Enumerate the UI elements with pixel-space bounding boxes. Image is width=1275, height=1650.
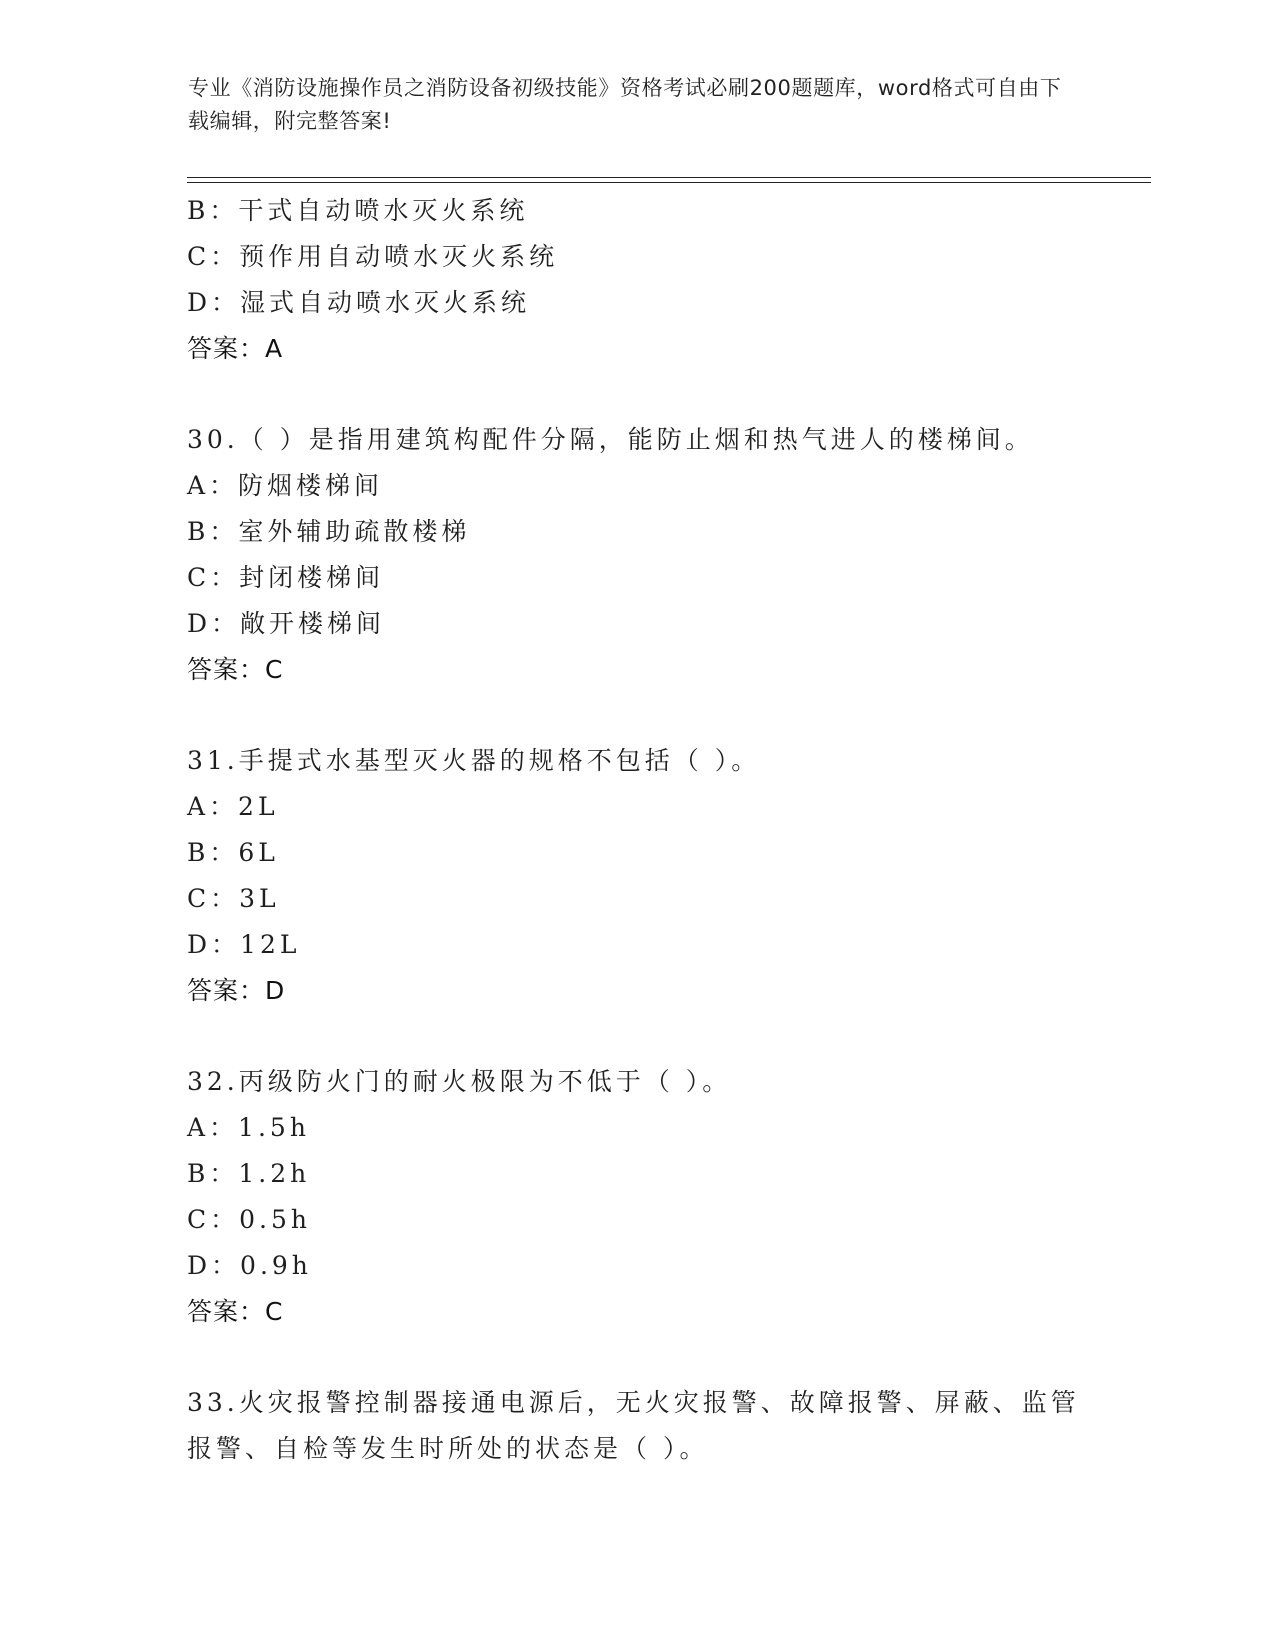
question-list — [187, 188, 1147, 1472]
question-text: 32.丙级防火门的耐火极限为不低于（ ）。 — [187, 1067, 732, 1096]
answer-line: 答案：C — [187, 1297, 284, 1326]
option-d: D：0.9h — [187, 1251, 312, 1280]
option-b: B：室外辅助疏散楼梯 — [187, 517, 471, 546]
option-b: B：1.2h — [187, 1159, 311, 1188]
option-b: B：干式自动喷水灭火系统 — [187, 196, 529, 225]
option-d: D：湿式自动喷水灭火系统 — [187, 288, 531, 317]
question-block-29 — [187, 188, 1147, 372]
document-header: 专业《消防设施操作员之消防设备初级技能》资格考试必刷200题题库，word格式可自由下载编辑，附完整答案! — [188, 76, 1062, 133]
option-d: D：敞开楼梯间 — [187, 609, 386, 638]
option-b: B：6L — [187, 838, 279, 867]
question-text: 31.手提式水基型灭火器的规格不包括（ ）。 — [187, 746, 761, 775]
option-c: C：封闭楼梯间 — [187, 563, 385, 592]
question-text-line-2: 报警、自检等发生时所处的状态是（ ）。 — [187, 1434, 709, 1463]
option-c: C：0.5h — [187, 1205, 311, 1234]
option-c: C：预作用自动喷水灭火系统 — [187, 242, 559, 271]
question-text-line-1: 33.火灾报警控制器接通电源后，无火灾报警、故障报警、屏蔽、监管 — [187, 1388, 1080, 1417]
option-d: D：12L — [187, 930, 301, 959]
question-block-33 — [187, 1380, 1147, 1472]
option-a: A：防烟楼梯间 — [187, 471, 384, 500]
question-block-31 — [187, 738, 1147, 1014]
option-a: A：1.5h — [187, 1113, 310, 1142]
answer-line: 答案：D — [187, 976, 286, 1005]
header-rule-top — [187, 177, 1151, 178]
option-c: C：3L — [187, 884, 280, 913]
question-text: 30.（ ）是指用建筑构配件分隔，能防止烟和热气进人的楼梯间。 — [187, 425, 1034, 454]
header-rule-bottom — [187, 182, 1151, 183]
answer-line: 答案：C — [187, 655, 284, 684]
answer-line: 答案：A — [187, 334, 284, 363]
question-block-32 — [187, 1059, 1147, 1335]
question-block-30 — [187, 417, 1147, 693]
option-a: A：2L — [187, 792, 279, 821]
